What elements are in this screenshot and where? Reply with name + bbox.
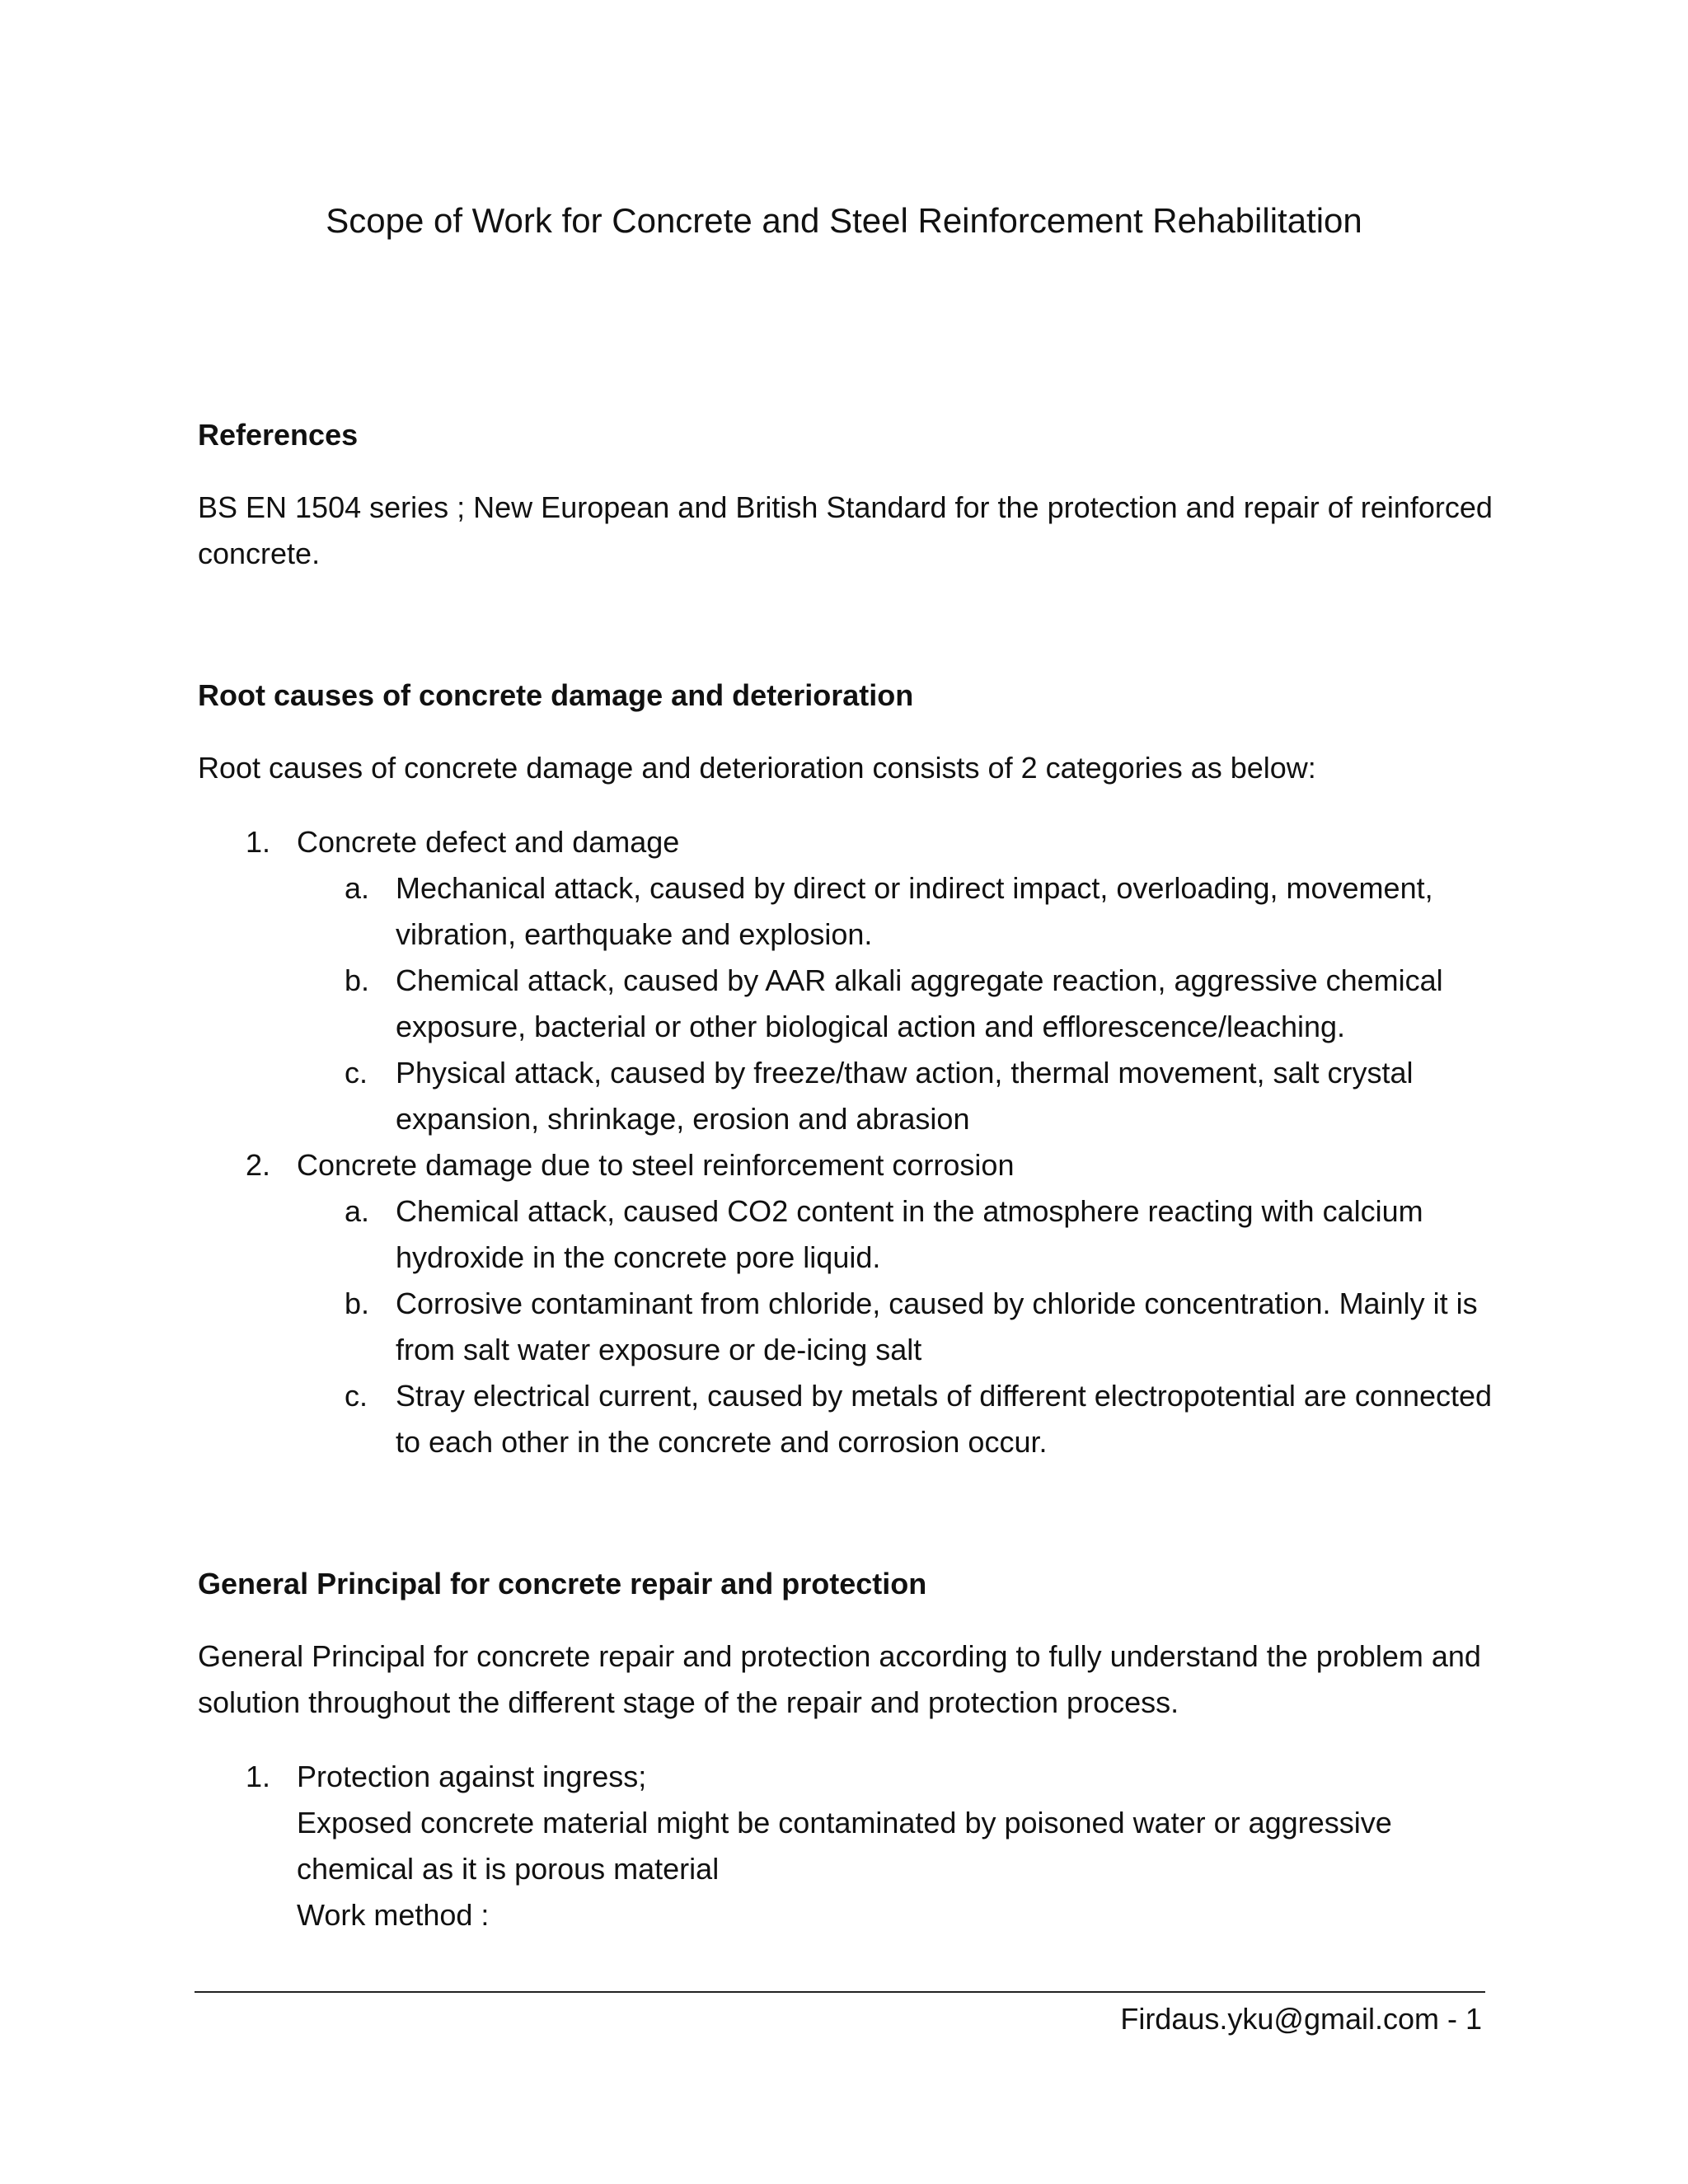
sub-list-item: [297, 1373, 1500, 1465]
general-principal-paragraph: General Principal for concrete repair and protection according to fully understand the problem and solution throughout the different stage of the repair and protection process.: [198, 1639, 1481, 1719]
list-item-label: Concrete defect and damage: [297, 825, 680, 859]
sub-list-item: [297, 865, 1500, 958]
sub-list: [297, 865, 1500, 1142]
root-causes-list: [198, 819, 1500, 1465]
section-general-principal: [198, 1561, 1500, 1938]
sub-list-marker: a.: [345, 871, 370, 905]
list-marker: 1.: [246, 825, 271, 859]
section-heading-references: References: [198, 418, 359, 452]
list-item: [198, 819, 1500, 1142]
section-root-causes: [198, 673, 1500, 1465]
sub-list-item: [297, 1050, 1500, 1142]
sub-list-text: Chemical attack, caused by AAR alkali aggregate reaction, aggressive chemical exposure, bacterial or other biological action and efflorescence/leaching.: [396, 963, 1443, 1043]
work-method-label: Work method :: [297, 1898, 490, 1932]
sub-list-text: Physical attack, caused by freeze/thaw action, thermal movement, salt crystal expansion, shrinkage, erosion and abrasion: [396, 1056, 1414, 1136]
sub-list-marker: c.: [345, 1056, 368, 1090]
sub-list-item: [297, 958, 1500, 1050]
section-references: [198, 412, 1500, 577]
list-marker: 2.: [246, 1148, 271, 1182]
sub-list-text: Corrosive contaminant from chloride, caused by chloride concentration. Mainly it is from salt water exposure or de-icing salt: [396, 1286, 1478, 1366]
list-marker: 1.: [246, 1760, 271, 1793]
document-body: [198, 412, 1500, 1938]
list-item-description: Exposed concrete material might be contaminated by poisoned water or aggressive chemical as it is porous material: [297, 1806, 1392, 1886]
footer-divider: [195, 1991, 1485, 1993]
list-item: [198, 1754, 1500, 1938]
sub-list-text: Chemical attack, caused CO2 content in the atmosphere reacting with calcium hydroxide in the concrete pore liquid.: [396, 1194, 1423, 1274]
section-heading-root-causes: Root causes of concrete damage and deterioration: [198, 678, 914, 712]
sub-list: [297, 1188, 1500, 1465]
references-paragraph: BS EN 1504 series ; New European and British Standard for the protection and repair of reinforced concrete.: [198, 490, 1493, 570]
sub-list-item: [297, 1281, 1500, 1373]
sub-list-text: Stray electrical current, caused by metals of different electropotential are connected to each other in the concrete and corrosion occur.: [396, 1379, 1493, 1459]
section-heading-general-principal: General Principal for concrete repair and protection: [198, 1567, 927, 1601]
root-causes-paragraph: Root causes of concrete damage and deterioration consists of 2 categories as below:: [198, 751, 1316, 785]
sub-list-marker: b.: [345, 1286, 370, 1320]
sub-list-marker: c.: [345, 1379, 368, 1413]
sub-list-marker: b.: [345, 963, 370, 997]
list-item-label: Concrete damage due to steel reinforcement corrosion: [297, 1148, 1015, 1182]
list-item-label: Protection against ingress;: [297, 1760, 647, 1793]
sub-list-marker: a.: [345, 1194, 370, 1228]
sub-list-text: Mechanical attack, caused by direct or indirect impact, overloading, movement, vibration, earthquake and explosion.: [396, 871, 1433, 951]
footer-page-label: Firdaus.yku@gmail.com - 1: [1120, 2002, 1482, 2036]
list-item: [198, 1142, 1500, 1465]
document-title: Scope of Work for Concrete and Steel Reinforcement Rehabilitation: [326, 201, 1362, 240]
general-principal-list: [198, 1754, 1500, 1938]
sub-list-item: [297, 1188, 1500, 1281]
